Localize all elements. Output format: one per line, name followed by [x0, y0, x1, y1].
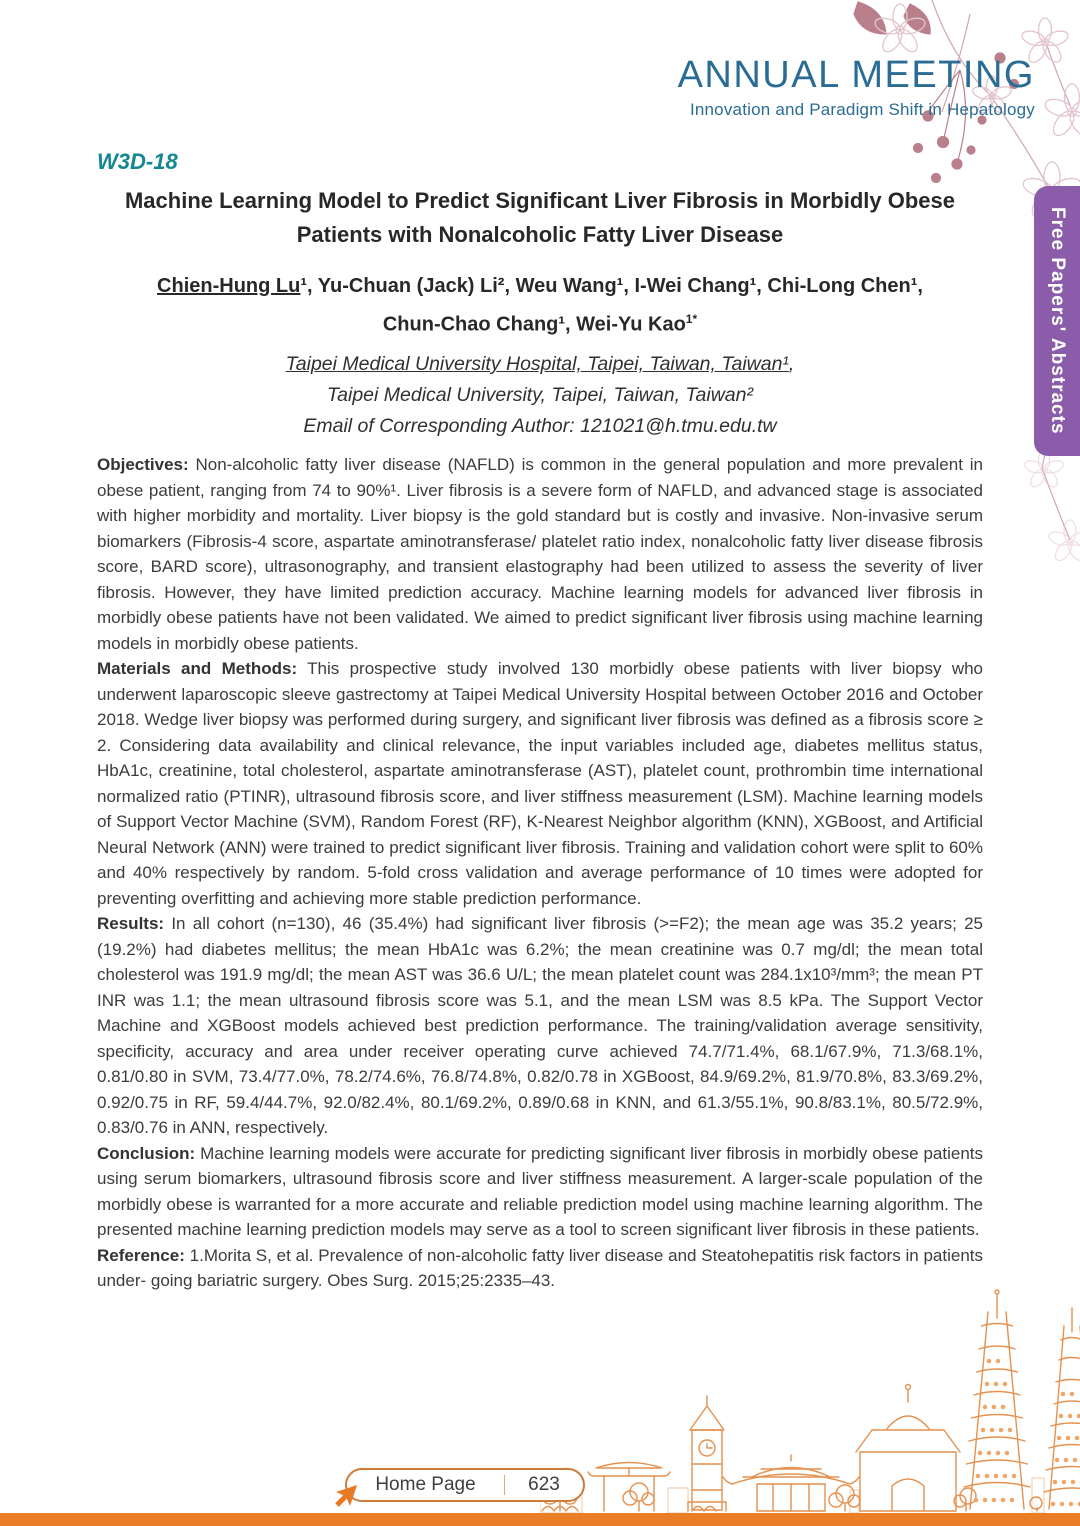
section-objectives-label: Objectives: [97, 455, 189, 474]
section-side-tab [1034, 186, 1080, 456]
affiliation-line2: Taipei Medical University, Taipei, Taiwan, Taiwan² [327, 384, 753, 406]
author-line1: Chien-Hung Lu¹, Yu-Chuan (Jack) Li², Weu Wang¹, I-Wei Chang¹, Chi-Long Chen¹, [157, 275, 923, 297]
author-superscript: 1* [685, 312, 698, 326]
affiliation-line1: Taipei Medical University Hospital, Taipei, Taiwan, Taiwan¹, [285, 353, 795, 375]
section-conclusion: Conclusion: Machine learning models were accurate for predicting significant liver fibrosis in morbidly obese patients using serum biomarkers, ultrasound fibrosis score and liver stiffness measurement. A larger-scale population of the morbidly obese is warranted for a more accurate and reliable prediction model using machine learning algorithm. The presented machine learning prediction models may serve as a tool to screen significant liver fibrosis in these patients. [97, 1143, 983, 1239]
cursor-arrow-icon [330, 1478, 364, 1512]
section-reference-label: Reference: [97, 1245, 185, 1265]
section-reference: Reference: 1.Morita S, et al. Prevalence of non-alcoholic fatty liver disease and Steatohepatitis risk factors in patients under- going bariatric surgery. Obes Surg. 2015;25:2335–43. [97, 1245, 983, 1290]
section-objectives: Objectives: Non-alcoholic fatty liver disease (NAFLD) is common in the general population and more prevalent in obese patient, ranging from 74 to 90%¹. Liver fibrosis is a severe form of NAFLD, and advanced stage is associated with higher morbidity and mortality. Liver biopsy is the gold standard but is costly and invasive. Non-invasive serum biomarkers (Fibrosis-4 score, aspartate aminotransferase/ platelet ratio index, nonalcoholic fatty liver disease fibrosis score, BARD score), ultrasonography, and transient elastography had been utilized to assess the severity of liver fibrosis. However, they have limited prediction accuracy. Machine learning models for advanced liver fibrosis in morbidly obese patients have not been validated. We aimed to predict significant liver fibrosis using machine learning models in morbidly obese patients. [97, 455, 983, 653]
author-list [97, 270, 983, 342]
abstract-title-line1: Machine Learning Model to Predict Significant Liver Fibrosis in Morbidly Obese [124, 188, 956, 213]
conference-subtitle: Innovation and Paradigm Shift in Hepatology [689, 99, 1035, 119]
section-conclusion-label: Conclusion: [97, 1143, 196, 1163]
corresponding-author-name: Chien-Hung Lu [157, 275, 301, 297]
side-tab-label: Free Papers' Abstracts [1047, 207, 1068, 435]
conference-header [678, 56, 1035, 120]
home-page-label: Home Page [375, 1474, 476, 1495]
corresponding-email: Email of Corresponding Author: 121021@h.tmu.edu.tw [303, 415, 777, 437]
abstract-body [97, 452, 983, 1294]
abstract-code: W3D-18 [97, 149, 178, 174]
affiliations [97, 349, 983, 442]
abstract-title-line2: Patients with Nonalcoholic Fatty Liver Disease [296, 222, 784, 247]
section-materials-methods: Materials and Methods: This prospective study involved 130 morbidly obese patients with liver biopsy who underwent laparoscopic sleeve gastrectomy at Taipei Medical University Hospital between October 2016 and October 2018. Wedge liver biopsy was performed during surgery, and significant liver fibrosis was defined as a fibrosis score ≥ 2. Considering data availability and clinical relevance, the input variables included age, diabetes mellitus status, HbA1c, creatinine, total cholesterol, aspartate aminotransferase (AST), platelet count, prothrombin time international normalized ratio (PTINR), ultrasound fibrosis score, and liver stiffness measurement (LSM). Machine learning models of Support Vector Machine (SVM), Random Forest (RF), K-Nearest Neighbor algorithm (KNN), XGBoost, and Artificial Neural Network (ANN) were trained to predict significant liver fibrosis. Training and validation cohort were split to 60% and 40% respectively by random. 5-fold cross validation and average performance of 10 times were adopted for preventing overfitting and achieving more stable prediction performance. [97, 659, 984, 908]
page-number: 623 [528, 1474, 560, 1495]
section-results: Results: In all cohort (n=130), 46 (35.4%) had significant liver fibrosis (>=F2); the mean age was 35.2 years; 25 (19.2%) had diabetes mellitus; the mean HbA1c was 6.2%; the mean creatinine was 0.7 mg/dl; the mean total cholesterol was 191.9 mg/dl; the mean AST was 36.6 U/L; the mean platelet count was 284.1x10³/mm³; the mean PT INR was 1.1; the mean ultrasound fibrosis score was 5.1, and the mean LSM was 8.5 kPa. The Support Vector Machine and XGBoost models achieved best prediction performance. The training/validation average sensitivity, specificity, accuracy and area under receiver operating curve achieved 74.7/71.4%, 68.1/67.9%, 71.3/68.1%, 0.81/0.80 in SVM, 73.4/77.0%, 78.2/74.6%, 76.8/74.8%, 0.82/0.78 in XGBoost, 84.9/69.2%, 81.9/70.8%, 83.3/69.2%, 0.92/0.75 in RF, 59.4/44.7%, 92.0/82.4%, 80.1/69.2%, 0.89/0.68 in KNN, and 61.3/55.1%, 90.8/83.1%, 80.5/72.9%, 0.83/0.76 in ANN, respectively. [97, 914, 983, 1137]
author-line2: Chun-Chao Chang¹, Wei-Yu Kao$^{1*}$ [382, 312, 698, 336]
abstract-title [97, 184, 983, 252]
section-materials-methods-label: Materials and Methods: [97, 659, 298, 678]
footer-accent-bar [0, 1513, 1080, 1526]
conference-title: ANNUAL MEETING [677, 54, 1035, 96]
home-page-button[interactable] [345, 1468, 585, 1502]
taipei-skyline-illustration [540, 1278, 1080, 1513]
section-results-label: Results: [97, 914, 165, 933]
